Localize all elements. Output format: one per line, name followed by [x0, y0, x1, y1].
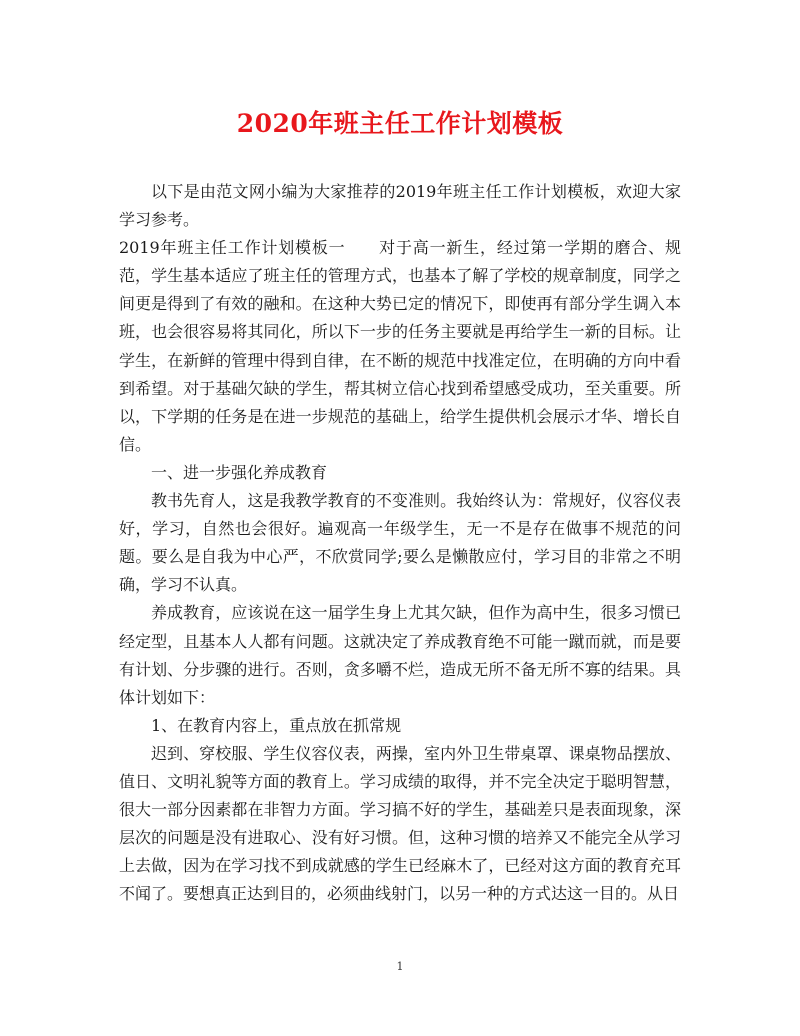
document-body [119, 178, 681, 908]
paragraph: 养成教育，应该说在这一届学生身上尤其欠缺，但作为高中生，很多习惯已经定型，且基本人人都有问题。这就决定了养成教育绝不可能一蹴而就，而是要有计划、分步骤的进行。否则，贪多嚼不烂，造成无所不备无所不寡的结果。具体计划如下： [119, 603, 681, 707]
subsection-heading: 1、在教育内容上，重点放在抓常规 [151, 715, 402, 735]
document-title: 2020年班主任工作计划模板 [236, 109, 564, 138]
page-number: 1 [396, 960, 404, 973]
paragraph: 迟到、穿校服、学生仪容仪表，两操，室内外卫生带桌罩、课桌物品摆放、值日、文明礼貌等方面的教育上。学习成绩的取得，并不完全决定于聪明智慧，很大一部分因素都在非智力方面。学习搞不好的学生，基础差只是表面现象，深层次的问题是没有进取心、没有好习惯。但，这种习惯的培养又不能完全从学习上去做，因为在学习找不到成就感的学生已经麻木了，已经对这方面的教育充耳不闻了。要想真正达到目的，必须曲线射门，以另一种的方式达这一目的。从日 [119, 743, 681, 904]
paragraph: 以下是由范文网小编为大家推荐的2019年班主任工作计划模板，欢迎大家学习参考。 [119, 182, 681, 230]
section-heading: 一、进一步强化养成教育 [151, 462, 328, 482]
paragraph: 2019年班主任工作计划模板一 对于高一新生，经过第一学期的磨合、规范，学生基本适应了班主任的管理方式，也基本了解了学校的规章制度，同学之间更是得到了有效的融和。在这种大势已定的情况下，即使再有部分学生调入本班，也会很容易将其同化，所以下一步的任务主要就是再给学生一新的目标。让学生，在新鲜的管理中得到自律，在不断的规范中找准定位，在明确的方向中看到希望。对于基础欠缺的学生，帮其树立信心找到希望感受成功，至关重要。所以，下学期的任务是在进一步规范的基础上，给学生提供机会展示才华、增长自信。 [119, 238, 681, 454]
paragraph: 教书先育人，这是我教学教育的不变准则。我始终认为：常规好，仪容仪表好，学习，自然也会很好。遍观高一年级学生，无一不是存在做事不规范的问题。要么是自我为中心严，不欣赏同学;要么是懒散应付，学习目的非常之不明确，学习不认真。 [119, 491, 681, 595]
